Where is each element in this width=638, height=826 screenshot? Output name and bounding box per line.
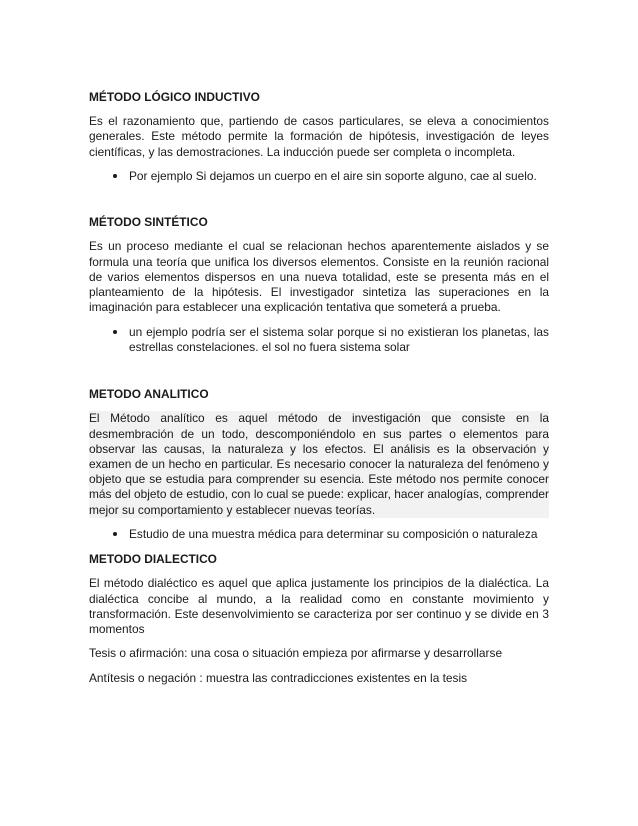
section-title-dialectico: METODO DIALECTICO xyxy=(89,552,217,567)
antitesis-line: Antítesis o negación : muestra las contradicciones existentes en la tesis xyxy=(89,670,468,685)
section-title-analitico: METODO ANALITICO xyxy=(89,387,209,402)
bullet-dot-icon xyxy=(113,174,117,178)
section-body-inductivo: Es el razonamiento que, partiendo de casos particulares, se eleva a conocimientos generales. Este método permite la formación de hipótesis, investigación de leyes científicas, y las demostraciones. La inducción puede ser completa o incompleta. xyxy=(89,114,549,159)
section-dialectico xyxy=(89,552,549,686)
section-title-inductivo: MÉTODO LÓGICO INDUCTIVO xyxy=(89,90,260,104)
section-body-sintetico: Es un proceso mediante el cual se relacionan hechos aparentemente aislados y se formula una teoría que unifica los diversos elementos. Consiste en la reunión racional de varios elementos dispersos en una nueva totalidad, este se presenta más en el planteamiento de la hipótesis. El investigador sintetiza las superaciones en la imaginación para establecer una explicación tentativa que someterá a prueba. xyxy=(89,239,549,315)
section-title-sintetico: MÉTODO SINTÉTICO xyxy=(89,215,208,230)
bullet-item-inductivo xyxy=(89,169,549,184)
section-body-dialectico: El método dialéctico es aquel que aplica justamente los principios de la dialéctica. La dialéctica concibe al mundo, a la realidad como en constante movimiento y transformación. Este desenvolvimiento se caracteriza por ser continuo y se divide en 3 momentos xyxy=(89,576,549,637)
bullet-dot-icon xyxy=(113,532,117,536)
bullet-text-analitico: Estudio de una muestra médica para determinar su composición o naturaleza xyxy=(129,526,538,541)
bullet-text-inductivo: Por ejemplo Si dejamos un cuerpo en el aire sin soporte alguno, cae al suelo. xyxy=(129,168,537,183)
bullet-dot-icon xyxy=(113,330,117,334)
bullet-item-analitico xyxy=(89,527,549,542)
section-sintetico xyxy=(89,215,549,355)
bullet-item-sintetico xyxy=(89,325,549,355)
document-content xyxy=(89,90,549,694)
section-inductivo xyxy=(89,90,549,184)
section-body-analitico: El Método analítico es aquel método de investigación que consiste en la desmembración de un todo, descomponiéndolo en sus partes o elementos para observar las causas, la naturaleza y los efectos. El análisis es la observación y examen de un hecho en particular. Es necesario conocer la naturaleza del fenómeno y objeto que se estudia para comprender su esencia. Este método nos permite conocer más del objeto de estudio, con lo cual se puede: explicar, hacer analogías, comprender mejor su comportamiento y establecer nuevas teorías. xyxy=(89,411,549,517)
bullet-text-sintetico: un ejemplo podría ser el sistema solar porque si no existieran los planetas, las estrellas constelaciones. el sol no fuera sistema solar xyxy=(129,324,549,354)
section-analitico xyxy=(89,387,549,542)
tesis-line: Tesis o afirmación: una cosa o situación empieza por afirmarse y desarrollarse xyxy=(89,646,503,661)
